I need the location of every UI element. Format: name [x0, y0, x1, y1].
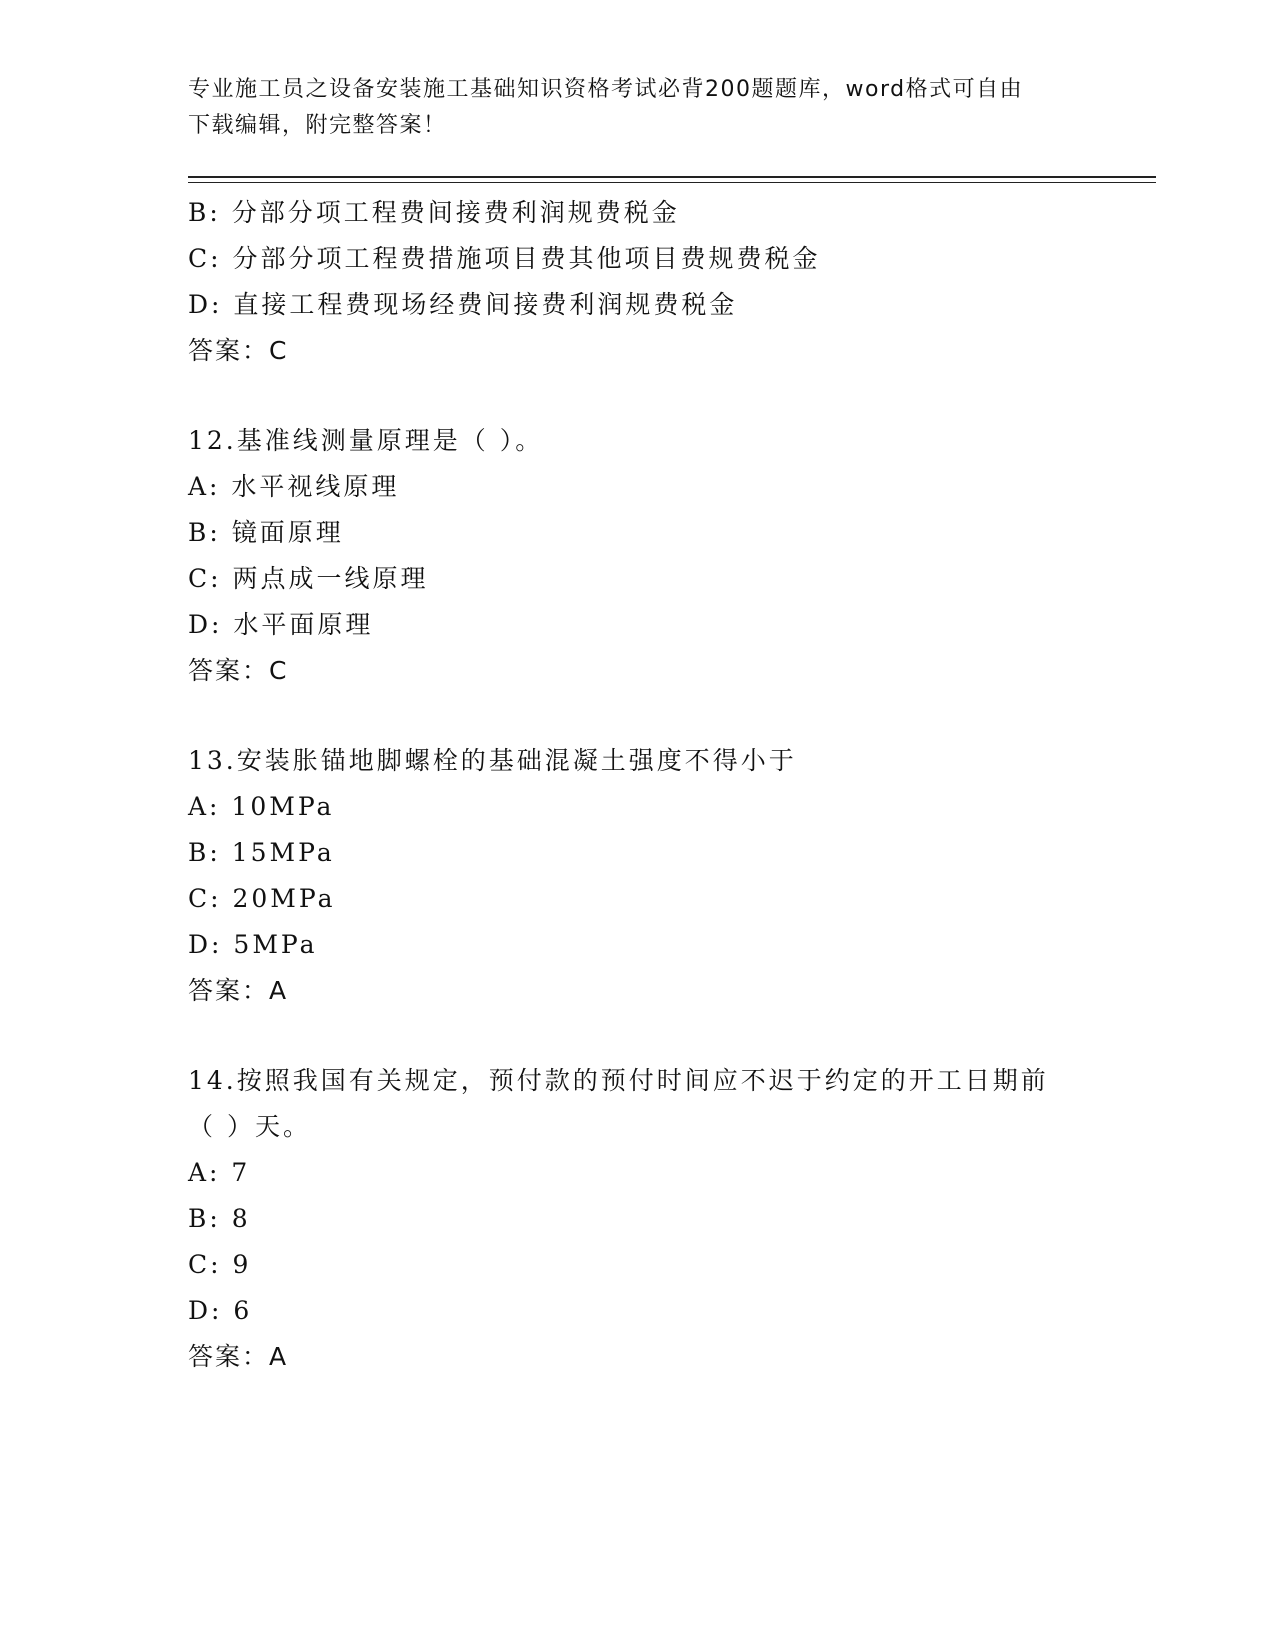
- answer-line: 答案：C: [188, 336, 289, 365]
- spacer: [188, 694, 1118, 738]
- option-c: C: 9: [188, 1250, 252, 1279]
- header-line-1: 专业施工员之设备安装施工基础知识资格考试必背200题题库，word格式可自由: [188, 77, 1024, 102]
- question-block-14: [188, 1058, 1118, 1380]
- question-text-line-1: 14.按照我国有关规定，预付款的预付时间应不迟于约定的开工日期前: [188, 1066, 1049, 1095]
- answer-line: 答案：A: [188, 976, 289, 1005]
- question-block-13: [188, 738, 1118, 1014]
- answer-line: 答案：C: [188, 656, 289, 685]
- option-b: B: 8: [188, 1204, 251, 1233]
- option-a: A: 7: [188, 1158, 251, 1187]
- option-b: B: 镜面原理: [188, 518, 344, 547]
- header-divider-thin: [188, 182, 1156, 183]
- option-b: B: 15MPa: [188, 838, 335, 867]
- spacer: [188, 374, 1118, 418]
- option-b: B: 分部分项工程费间接费利润规费税金: [188, 198, 680, 227]
- option-d: D: 5MPa: [188, 930, 318, 959]
- option-a: A: 10MPa: [188, 792, 335, 821]
- option-c: C: 分部分项工程费措施项目费其他项目费规费税金: [188, 244, 821, 273]
- option-d: D: 直接工程费现场经费间接费利润规费税金: [188, 290, 738, 319]
- spacer: [188, 1014, 1118, 1058]
- option-c: C: 两点成一线原理: [188, 564, 429, 593]
- header-divider-thick: [188, 176, 1156, 178]
- document-header: [188, 72, 1068, 144]
- question-list: [188, 190, 1118, 1380]
- question-text-line-2: （ ）天。: [188, 1112, 311, 1141]
- option-d: D: 6: [188, 1296, 253, 1325]
- question-block-12: [188, 418, 1118, 694]
- header-line-2: 下载编辑，附完整答案！: [188, 113, 447, 138]
- answer-line: 答案：A: [188, 1342, 289, 1371]
- option-d: D: 水平面原理: [188, 610, 374, 639]
- option-c: C: 20MPa: [188, 884, 336, 913]
- option-a: A: 水平视线原理: [188, 472, 400, 501]
- question-text: 12.基准线测量原理是（ ）。: [188, 426, 544, 455]
- question-block-prev: [188, 190, 1118, 374]
- question-text: 13.安装胀锚地脚螺栓的基础混凝土强度不得小于: [188, 746, 797, 775]
